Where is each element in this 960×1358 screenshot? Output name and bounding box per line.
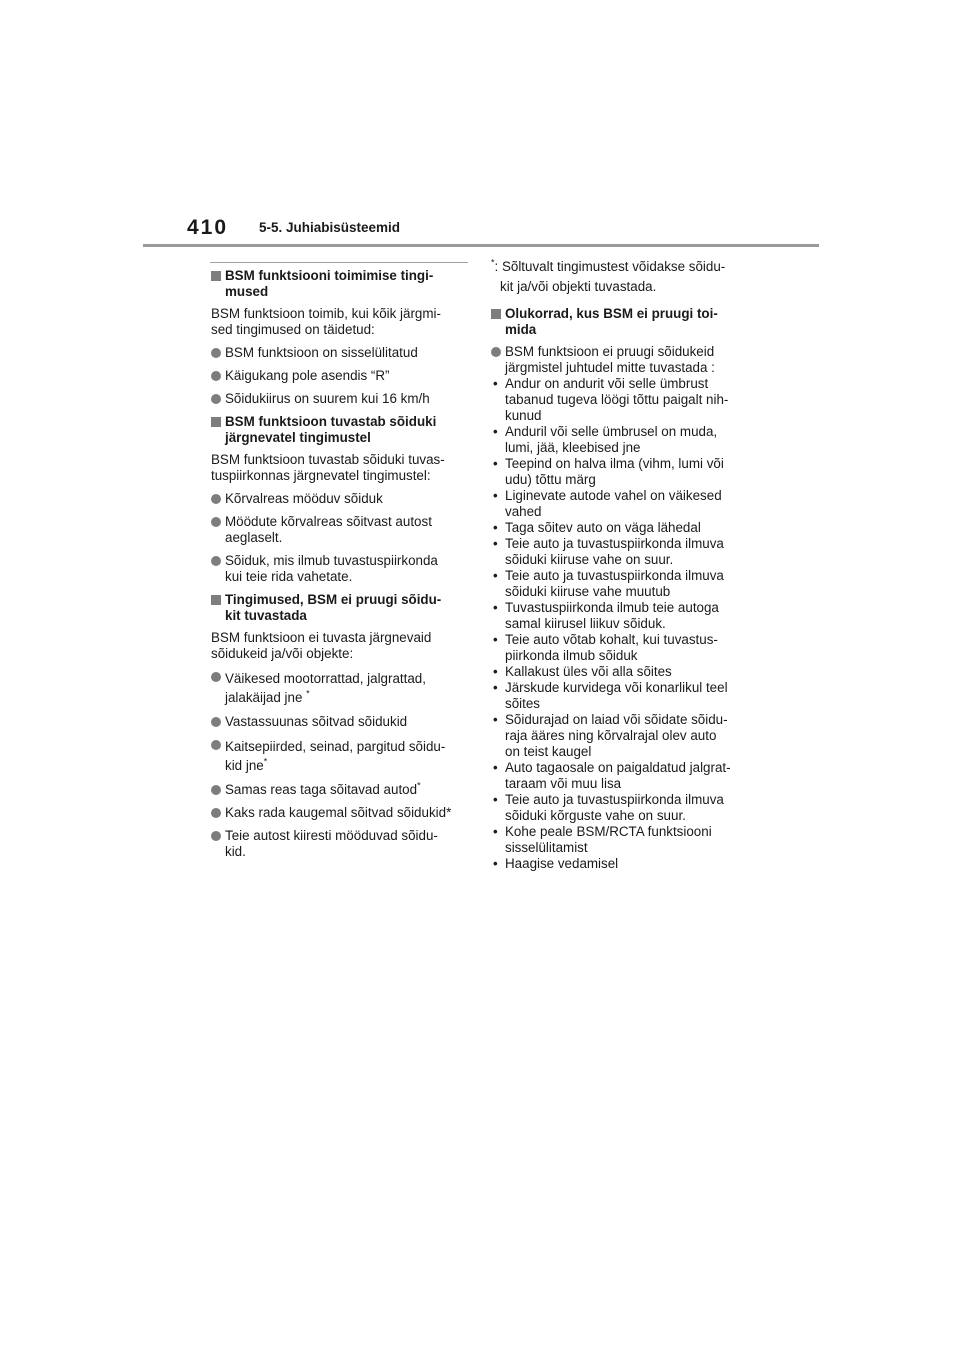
circle-bullet-icon [211,494,221,504]
sub-list-item [491,792,759,824]
column-divider [210,262,468,263]
sub-list-item [491,376,759,424]
sub-list-item [491,680,759,712]
sub-list-item-text: Järskude kurvidega või konarlikul teel sõites [505,680,728,711]
footnote-text: : Sõltuvalt tingimustest võidakse sõidu- [494,259,726,274]
sub-list [491,376,759,872]
footnote-marker: * [491,257,495,268]
list-item-text: Sõidukiirus on suurem kui 16 km/h [225,391,430,406]
heading-non-detection-conditions [211,592,473,624]
bullet-dot-icon: • [493,712,498,727]
bullet-dot-icon: • [493,824,498,839]
sub-list-item [491,760,759,792]
sub-list-item-text: Andur on andurit või selle ümbrust tabanud tugeva löögi tõttu paigalt nih- kunud [505,376,729,423]
heading-text: Olukorrad, kus BSM ei pruugi toi- mida [505,306,718,337]
bullet-dot-icon: • [493,568,498,583]
footnote [491,257,759,297]
sub-list-item [491,632,759,664]
list-item-text: Teie autost kiiresti mööduvad sõidu- kid. [225,828,438,859]
sub-list-item-text: Teie auto ja tuvastuspiirkonda ilmuva sõiduki kiiruse vahe on suur. [505,536,724,567]
sub-list-item [491,456,759,488]
bullet-dot-icon: • [493,488,498,503]
square-bullet-icon [211,271,221,281]
sub-list-item [491,568,759,600]
list-item-text: BSM funktsioon on sisselülitatud [225,345,418,360]
paragraph: BSM funktsioon tuvastab sõiduki tuvas- tuspiirkonnas järgnevatel tingimustel: [211,452,445,483]
circle-bullet-icon [211,672,221,682]
list-item [211,345,473,361]
right-column [491,257,759,872]
sub-list-item-text: Auto tagaosale on paigaldatud jalgrat- taraam või muu lisa [505,760,731,791]
bullet-dot-icon: • [493,664,498,679]
sub-list-item-text: Tuvastuspiirkonda ilmub teie autoga samal kiirusel liikuv sõiduk. [505,600,719,631]
bullet-dot-icon: • [493,536,498,551]
list-item [211,782,473,798]
sub-list-item-text: Teie auto võtab kohalt, kui tuvastus- piirkonda ilmub sõiduk [505,632,718,663]
bullet-dot-icon: • [493,600,498,615]
list-item-text: Möödute kõrvalreas sõitvast autost aeglaselt. [225,514,432,545]
square-bullet-icon [211,595,221,605]
list-item-text: Kaks rada kaugemal sõitvad sõidukid* [225,805,452,820]
circle-bullet-icon [491,347,501,357]
list-item [211,514,473,546]
heading-text: Tingimused, BSM ei pruugi sõidu- kit tuvastada [225,592,442,623]
sub-list-item [491,712,759,760]
list-item-text: Kõrvalreas mööduv sõiduk [225,491,383,506]
list-item [211,553,473,585]
sub-list-item [491,520,759,536]
list-item-text: Samas reas taga sõitavad autod [225,782,418,797]
list-item [211,737,473,775]
sub-list-item-text: Kohe peale BSM/RCTA funktsiooni sisselülitamist [505,824,712,855]
bullet-dot-icon: • [493,760,498,775]
circle-bullet-icon [211,394,221,404]
list-item [491,344,759,376]
circle-bullet-icon [211,348,221,358]
sub-list-item [491,536,759,568]
list-item-text: Sõiduk, mis ilmub tuvastuspiirkonda kui teie rida vahetate. [225,553,438,584]
heading-operating-conditions [211,268,473,300]
circle-bullet-icon [211,740,221,750]
bullet-dot-icon: • [493,520,498,535]
sub-list-item-text: Teie auto ja tuvastuspiirkonda ilmuva sõiduki kiiruse vahe muutub [505,568,724,599]
list-item-text: Vastassuunas sõitvad sõidukid [225,714,408,729]
heading-text: BSM funktsiooni toimimise tingi- mused [225,268,434,299]
footnote-marker: * [263,756,268,767]
bullet-dot-icon: • [493,792,498,807]
footnote-marker: * [417,780,421,791]
page-number: 410 [187,216,229,239]
sub-list-item-text: Anduril või selle ümbrusel on muda, lumi, jää, kleebised jne [505,424,718,455]
list-item-text: Kaitsepiirded, seinad, pargitud sõidu- kid jne [225,739,446,773]
heading-detection-conditions [211,414,473,446]
list-item-text: Käigukang pole asendis “R” [225,368,390,383]
left-column [211,268,473,867]
sub-list-item [491,856,759,872]
footnote-text: kit ja/või objekti tuvastada. [500,279,657,294]
circle-bullet-icon [211,785,221,795]
list-item-text: BSM funktsioon ei pruugi sõidukeid järgmistel juhtudel mitte tuvastada : [505,344,715,375]
square-bullet-icon [491,309,501,319]
bullet-dot-icon: • [493,680,498,695]
sub-list-item-text: Kallakust üles või alla sõites [505,664,672,679]
footnote-marker: * [306,688,310,699]
sub-list-item-text: Teepind on halva ilma (vihm, lumi või udu) tõttu märg [505,456,724,487]
circle-bullet-icon [211,371,221,381]
sub-list-item-text: Haagise vedamisel [505,856,619,871]
list-item-text: Väikesed mootorrattad, jalgrattad, jalakäijad jne [225,671,426,705]
bullet-dot-icon: • [493,424,498,439]
paragraph: BSM funktsioon ei tuvasta järgnevaid sõidukeid ja/või objekte: [211,630,432,661]
bullet-dot-icon: • [493,856,498,871]
sub-list-item-text: Teie auto ja tuvastuspiirkonda ilmuva sõiduki kõrguste vahe on suur. [505,792,724,823]
list-item [211,805,473,821]
list-item [211,491,473,507]
sub-list-item [491,600,759,632]
list-item [211,828,473,860]
list-item [211,391,473,407]
list-item [211,714,473,730]
circle-bullet-icon [211,556,221,566]
bullet-dot-icon: • [493,456,498,471]
circle-bullet-icon [211,831,221,841]
circle-bullet-icon [211,717,221,727]
sub-list-item [491,664,759,680]
square-bullet-icon [211,417,221,427]
sub-list-item-text: Taga sõitev auto on väga lähedal [505,520,701,535]
circle-bullet-icon [211,517,221,527]
circle-bullet-icon [211,808,221,818]
list-item [211,669,473,707]
bullet-dot-icon: • [493,632,498,647]
heading-limitations [491,306,759,338]
header-divider [143,244,819,247]
sub-list-item-text: Sõidurajad on laiad või sõidate sõidu- raja ääres ning kõrvalrajal olev auto on teist kaugel [505,712,728,759]
paragraph: BSM funktsioon toimib, kui kõik järgmi- sed tingimused on täidetud: [211,306,441,337]
sub-list-item [491,824,759,856]
sub-list-item [491,488,759,520]
list-item [211,368,473,384]
section-title: 5-5. Juhiabisüsteemid [259,220,401,235]
heading-text: BSM funktsioon tuvastab sõiduki järgnevatel tingimustel [225,414,437,445]
bullet-dot-icon: • [493,376,498,391]
sub-list-item-text: Liginevate autode vahel on väikesed vahed [505,488,722,519]
sub-list-item [491,424,759,456]
